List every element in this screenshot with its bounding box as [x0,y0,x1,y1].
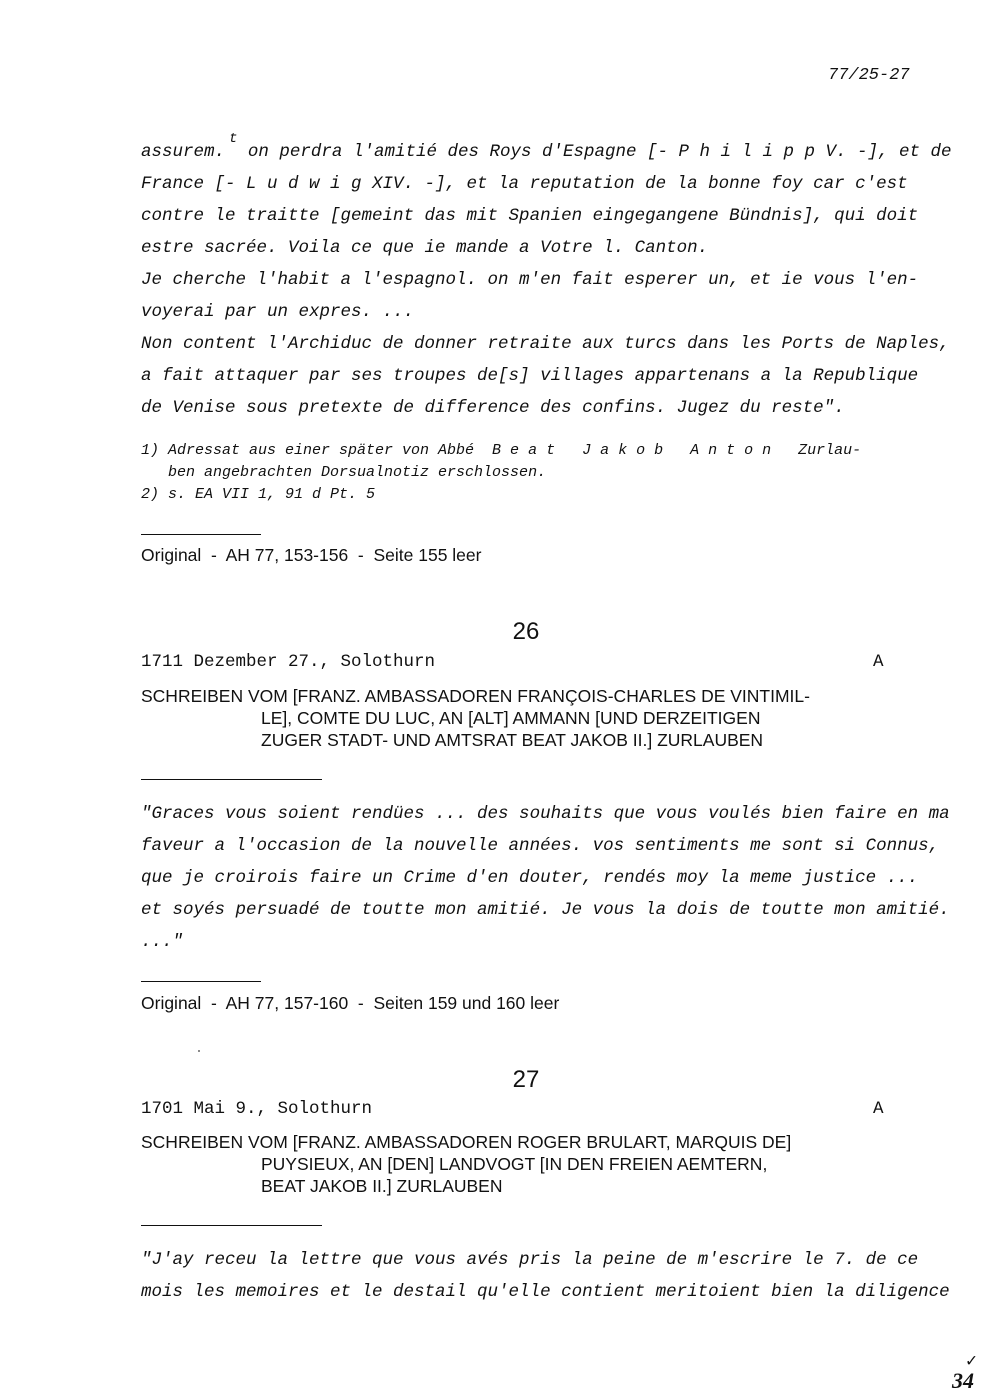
text-line: voyerai par un expres. ... [141,302,415,322]
doc26-number: 26 [512,618,540,645]
doc26-text: "Graces vous soient rendües ... des souhaits que vous voulés bien faire en ma faveur a l'occasion de la nouvelle années. vos sentiments me sont si Connus, que je croirois faire un Crime d'en douter, rendés moy la meme justice ... et soyés persuadé de toutte mon amitié. Je vous la dois de toutte mon amitié. ..." [141,804,950,952]
text-line: Non content l'Archiduc de donner retraite aux turcs dans les Ports de Naples, [141,334,950,354]
doc26-heading: SCHREIBEN VOM [FRANZ. AMBASSADOREN FRANÇOIS-CHARLES DE VINTIMIL- LE], COMTE DU LUC, AN [ALT] AMMANN [UND DERZEITIGEN ZUGER STADT- UND AMTSRAT BEAT JAKOB II.] ZURLAUBEN [141,686,810,750]
divider [141,534,261,535]
footnote-1: 1) Adressat aus einer später von Abbé B e a t J a k o b A n t o n Zurlau- [141,442,862,459]
text-line: a fait attaquer par ses troupes de[s] villages appartenans a la Republique [141,366,919,386]
text-line: assurem.$^t$ on perdra l'amitié des Roys d'Espagne [- P h i l i p p V. -], et de [141,131,952,162]
doc27-number: 27 [512,1066,540,1093]
divider [141,981,261,982]
continuation-text [141,131,952,424]
text-line: contre le traitte [gemeint das mit Spanien eingegangene Bündnis], qui doit [141,206,919,226]
doc27-text: "J'ay receu la lettre que vous avés pris la peine de m'escrire le 7. de ce mois les memoires et le destail qu'elle contient meritoient bien la diligence [141,1250,950,1302]
footnote-2: 2) s. EA VII 1, 91 d Pt. 5 [141,486,376,503]
doc26-original-ref: Original - AH 77, 157-160 - Seiten 159 und 160 leer [141,993,560,1013]
footnotes [141,440,921,506]
speck [198,1050,200,1052]
divider [141,1225,322,1226]
text-line: estre sacrée. Voila ce que ie mande a Votre l. Canton. [141,238,709,258]
doc26-date-place: 1711 Dezember 27., Solothurn [141,652,436,672]
doc27-letter: A [873,1099,884,1119]
doc27-heading: SCHREIBEN VOM [FRANZ. AMBASSADOREN ROGER BRULART, MARQUIS DE] PUYSIEUX, AN [DEN] LANDVOGT [IN DEN FREIEN AEMTERN, BEAT JAKOB II.] ZURLAUBEN [141,1132,792,1196]
doc26-letter: A [873,652,884,672]
text-line: Je cherche l'habit a l'espagnol. on m'en fait esperer un, et ie vous l'en- [141,270,919,290]
check-mark-icon: ✓ [966,1352,977,1372]
divider [141,779,322,780]
handwritten-number: 34 [952,1368,974,1393]
doc27-date-place: 1701 Mai 9., Solothurn [141,1099,373,1119]
superscript: t [229,131,238,147]
page-number: 77/25-27 [828,66,910,85]
text-line: de Venise sous pretexte de difference des confins. Jugez du reste". [141,398,845,418]
doc25-original-ref: Original - AH 77, 153-156 - Seite 155 leer [141,545,482,565]
text-line: France [- L u d w i g XIV. -], et la reputation de la bonne foy car c'est [141,174,908,194]
footnote-1-cont: ben angebrachten Dorsualnotiz erschlossen. [141,464,547,481]
